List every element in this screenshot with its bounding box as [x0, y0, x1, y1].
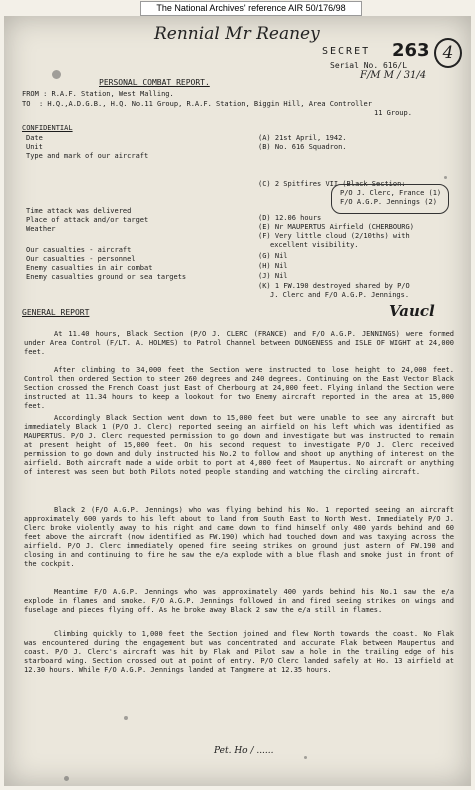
ink-speck — [124, 716, 128, 720]
from-line: FROM : R.A.F. Station, West Malling. — [22, 90, 174, 98]
field-value: (F) Very little cloud (2/10ths) with — [258, 232, 410, 240]
field-label: Unit — [26, 143, 43, 151]
field-value-cont: P/O J. Clerc, France (1) — [340, 189, 442, 197]
handwritten-note: F/M M / 31/4 — [360, 70, 427, 81]
to-line-2: 11 Group. — [374, 109, 412, 117]
ink-speck — [444, 176, 447, 179]
field-value: (C) 2 Spitfires VII (Black Section: — [258, 180, 406, 188]
field-label: Enemy casualties ground or sea targets — [26, 273, 187, 281]
archive-reference-banner: The National Archives' reference AIR 50/176/98 — [140, 1, 362, 16]
report-paragraph: Accordingly Black Section went down to 15,000 feet but were unable to see any aircraft but immediately Black 1 (P/O J. Clerc) reported seeing an airfield on his left which was identified as MAUPERTUS. P/O J. Clerc requested permission to go down and investigate but was instructed to remain at present height of 15,000 feet. On his second request to investigate P/O J. Clerc received permission to go down and duly instructed his No.2 to follow and shoot up anything of interest on the airfield. Both aircraft made a wide orbit to port at 4,000 feet of Maupertus. No aircraft or anything of interest was seen but both Pilots noted people standing and watching the circling aircraft. — [24, 414, 454, 476]
footer-handwriting: Pet. Ho / ...... — [214, 746, 274, 756]
serial-number: Serial No. 616/L — [330, 61, 408, 70]
field-value: (K) 1 FW.190 destroyed shared by P/O — [258, 282, 410, 290]
report-paragraph: Black 2 (F/O A.G.P. Jennings) who was flying behind his No. 1 reported seeing an aircraft approximately 600 yards to his left about to land from South East to North West. Immediately P/O J. Clerc broke violently away to his right and came down to find himself only 400 yards behind and 60 feet above the aircraft (now identified as FW.190) which had touched down and was taxying across the airfield. P/O J. Clerc immediately opened fire seeing strikes on ground just astern of FW.190 and closing in and continuing to fire he saw the e/a explode with a blue flash and smoke just in front of the cockpit. — [24, 506, 454, 568]
field-value: (J) Nil — [258, 272, 288, 280]
report-paragraph: Meantime F/O A.G.P. Jennings who was approximately 400 yards behind his No.1 saw the e/a explode in flames and smoke. F/O A.G.P. Jennings followed in and fired seeing strikes on wings and fuselage and pieces flying off. As he broke away Black 2 saw the e/a still in flames. — [24, 588, 454, 614]
field-value: (D) 12.06 hours — [258, 214, 322, 222]
field-value: (G) Nil — [258, 252, 288, 260]
report-paragraph: After climbing to 34,000 feet the Section were instructed to lose height to 24,000 feet. Control then ordered Section to steer 260 degrees and 240 degrees. Continuing on the East Vector Black Section crossed the French Coast just East of Cherbourg at 24,000 feet. Flying inland the Section were instructed at 11.34 hours to keep a lookout for two Enemy aircraft reported in the area at 15,000 feet. — [24, 366, 454, 410]
handwritten-title: Rennial Mr Reaney — [154, 24, 320, 44]
field-label: Weather — [26, 225, 56, 233]
field-label: Enemy casualties in air combat — [26, 264, 153, 272]
section-bracket — [331, 184, 449, 214]
field-value: (B) No. 616 Squadron. — [258, 143, 347, 151]
confidential-heading: CONFIDENTIAL — [22, 124, 73, 132]
field-label: Our casualties - aircraft — [26, 246, 132, 254]
form-number: 263 — [392, 40, 430, 61]
field-value: (H) Nil — [258, 262, 288, 270]
ink-speck — [64, 776, 69, 781]
ink-blot — [52, 70, 61, 79]
document-page — [4, 16, 471, 786]
ink-speck — [304, 756, 307, 759]
field-value: (A) 21st April, 1942. — [258, 134, 347, 142]
field-value: (E) Nr MAUPERTUS Airfield (CHERBOURG) — [258, 223, 414, 231]
report-paragraph: At 11.40 hours, Black Section (P/O J. CLERC (FRANCE) and F/O A.G.P. JENNINGS) were formed under Area Control (F/LT. A. HOLMES) to Patrol Channel between DUNGENESS and ISLE OF WIGHT at 24,000 feet. — [24, 330, 454, 356]
field-value-cont: excellent visibility. — [270, 241, 359, 249]
field-label: Place of attack and/or target — [26, 216, 149, 224]
secret-stamp: SECRET — [322, 46, 371, 57]
field-label: Date — [26, 134, 43, 142]
field-label: Our casualties - personnel — [26, 255, 136, 263]
signature: Vaucl — [389, 302, 435, 320]
field-label: Type and mark of our aircraft — [26, 152, 149, 160]
field-label: Time attack was delivered — [26, 207, 132, 215]
report-paragraph: Climbing quickly to 1,000 feet the Section joined and flew North towards the coast. No Flak was encountered during the engagement but was concentrated and accurate Flak between Maupertus and coast. P/O J. Clerc's aircraft was hit by Flak and Pilot saw a hole in the trailing edge of his starboard wing. Section crossed out at point of entry. P/O Clerc landed safely at Ho. 13 airfield at 12.30 hours. While F/O A.G.P. Jennings landed at Tangmere at 12.35 hours. — [24, 630, 454, 674]
to-label: TO — [22, 100, 31, 108]
general-report-heading: GENERAL REPORT — [22, 308, 90, 317]
circled-number: 4 — [434, 38, 462, 68]
to-line: : H.Q.,A.D.G.B., H.Q. No.11 Group, R.A.F. Station, Biggin Hill, Area Controller — [39, 100, 372, 108]
field-value-cont: J. Clerc and F/O A.G.P. Jennings. — [270, 291, 410, 299]
field-value-cont: F/O A.G.P. Jennings (2) — [340, 198, 437, 206]
report-title: PERSONAL COMBAT REPORT. — [99, 78, 210, 87]
